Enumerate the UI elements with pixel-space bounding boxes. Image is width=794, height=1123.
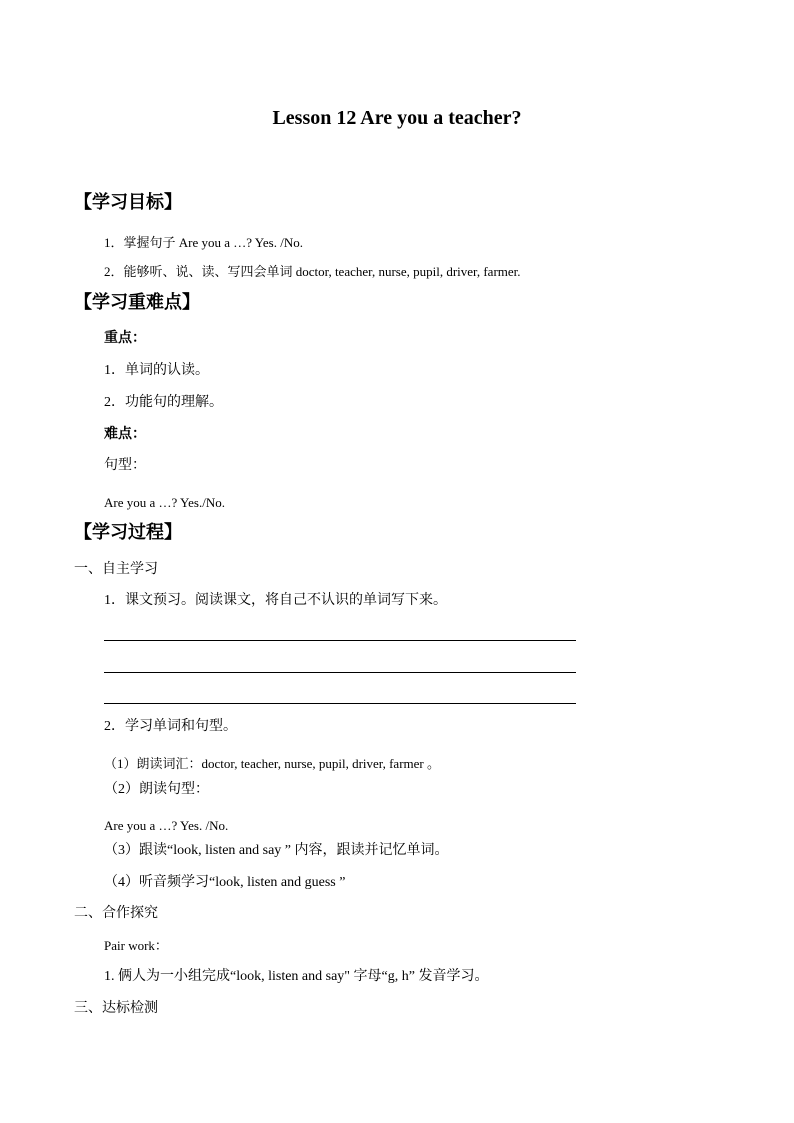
pair-work-label: Pair work：	[104, 938, 168, 953]
difficult-label: 难点：	[104, 427, 146, 442]
answer-line[interactable]	[104, 640, 576, 641]
pattern-label: 句型：	[104, 458, 146, 473]
key-item: 1．单词的认读。	[104, 363, 209, 378]
answer-line[interactable]	[104, 672, 576, 673]
process-heading: 【学习过程】	[74, 522, 182, 542]
pattern-sentence: Are you a …? Yes./No.	[104, 495, 225, 510]
sub-item-look-listen-guess: （4）听音频学习“look, listen and guess ”	[104, 875, 346, 890]
objective-item: 1．掌握句子 Are you a …? Yes. /No.	[104, 235, 303, 250]
answer-line[interactable]	[104, 703, 576, 704]
pattern-sentence: Are you a …? Yes. /No.	[104, 818, 229, 833]
objectives-heading: 【学习目标】	[74, 192, 182, 212]
objective-item: 2．能够听、说、读、写四会单词 doctor, teacher, nurse, pupil, driver, farmer.	[104, 264, 521, 279]
page-title: Lesson 12 Are you a teacher?	[272, 107, 522, 129]
step1-text: 1．课文预习。阅读课文，将自己不认识的单词写下来。	[104, 593, 447, 608]
step2-text: 2．学习单词和句型。	[104, 719, 237, 734]
part3-heading: 三、达标检测	[74, 1001, 158, 1016]
sub-item-vocab: （1）朗读词汇：doctor, teacher, nurse, pupil, driver, farmer 。	[104, 756, 440, 771]
key-points-heading: 【学习重难点】	[74, 292, 200, 312]
key-label: 重点：	[104, 331, 146, 346]
key-item: 2．功能句的理解。	[104, 395, 223, 410]
part1-heading: 一、自主学习	[74, 562, 158, 577]
sub-item-look-listen-say: （3）跟读“look, listen and say ” 内容，跟读并记忆单词。	[104, 843, 449, 858]
sub-item-pattern: （2）朗读句型：	[104, 782, 209, 797]
part2-heading: 二、合作探究	[74, 906, 158, 921]
pair-work-item: 1. 俩人为一小组完成“look, listen and say" 字母“g, h” 发音学习。	[104, 969, 489, 984]
